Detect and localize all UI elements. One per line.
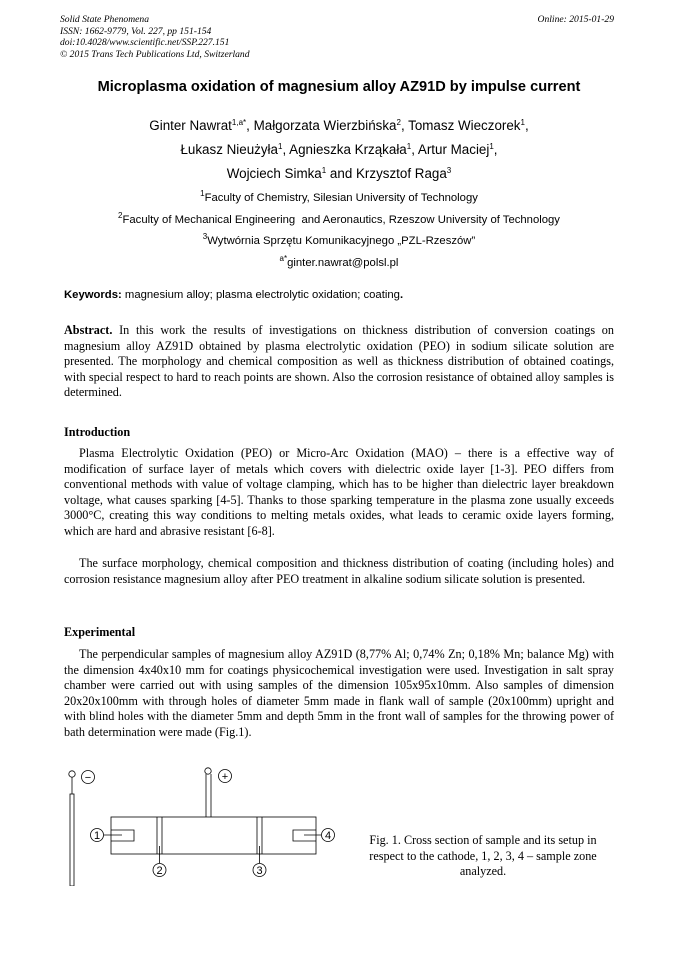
affiliation-sup: a* bbox=[279, 253, 288, 263]
figure-1-caption: Fig. 1. Cross section of sample and its setup in respect to the cathode, 1, 2, 3, 4 – sample zone analyzed. bbox=[369, 833, 597, 879]
zone-2-label: 2 bbox=[156, 865, 163, 877]
author-name: Krzysztof Raga bbox=[356, 166, 447, 181]
affiliation-sup: 2 bbox=[118, 210, 123, 220]
author-sup: 2 bbox=[396, 118, 401, 127]
author-sep: , bbox=[524, 118, 529, 133]
introduction-paragraph-2: The surface morphology, chemical composition and thickness distribution of coating (including holes) and corrosion resistance magnesium alloy after PEO treatment in alkaline sodium silicate solution is presented. bbox=[64, 556, 614, 586]
keywords-text: magnesium alloy; plasma electrolytic oxidation; coating bbox=[121, 289, 400, 301]
author-name: Małgorzata Wierzbińska bbox=[253, 118, 397, 133]
affiliation-text: Faculty of Mechanical Engineering and Aeronautics, Rzeszow University of Technology bbox=[122, 213, 560, 226]
contact-email bbox=[0, 253, 678, 275]
author-sup: 1 bbox=[406, 142, 412, 151]
journal-copyright: © 2015 Trans Tech Publications Ltd, Switzerland bbox=[60, 48, 250, 60]
plus-sign: + bbox=[221, 771, 229, 783]
author-sup: 1 bbox=[520, 118, 525, 127]
zone-3-label: 3 bbox=[256, 865, 263, 877]
affiliation-3 bbox=[0, 231, 678, 253]
author-sup: 1 bbox=[277, 142, 283, 151]
blind-hole-left bbox=[111, 830, 134, 841]
sample-body bbox=[111, 817, 316, 854]
author-name: Agnieszka Krząkała bbox=[289, 142, 407, 157]
author-name: Wojciech Simka bbox=[226, 166, 322, 181]
paper-title: Microplasma oxidation of magnesium alloy AZ91D by impulse current bbox=[97, 79, 581, 95]
affiliation-text: Wytwórnia Sprzętu Komunikacyjnego „PZL-Rzeszów” bbox=[207, 235, 476, 247]
experimental-heading: Experimental bbox=[64, 625, 136, 639]
affiliation-sup: 1 bbox=[200, 189, 205, 198]
introduction-paragraph-1: Plasma Electrolytic Oxidation (PEO) or Micro-Arc Oxidation (MAO) – there is a effective way of modification of surface layer of metals which covers with dielectric oxide layer [1-3]. PEO differs from conventional methods with value of voltage clamping, which has to be higher than dielectric layer breakdown voltage, what causes sparking [4-5]. Thanks to those sparking temperature in the plasma zone usually exceeds 3000°C, creating this way conditions to melting metals oxides, what leads to ceramic oxide layers forming, which are hard and abrasive resistant [6-8]. bbox=[64, 446, 614, 538]
journal-name: Solid State Phenomena bbox=[60, 14, 149, 25]
journal-header bbox=[60, 14, 250, 60]
author-line-3 bbox=[0, 162, 678, 186]
affiliation-text: Faculty of Chemistry, Silesian University of Technology bbox=[204, 192, 478, 204]
abstract-label: Abstract. bbox=[64, 323, 113, 337]
author-sup: 1 bbox=[489, 142, 494, 151]
zone-1-label: 1 bbox=[93, 830, 101, 842]
abstract-text: In this work the results of investigations on thickness distribution of conversion coatings on magnesium alloy AZ91D obtained by plasma electrolytic oxidation (PEO) in sodium silicate solution are presented. The morphology and chemical composition as well as thickness distribution of obtained coatings, with special respect to hard to reach points are shown. Also the corrosion resistance of obtained alloy samples is determined. bbox=[64, 323, 614, 400]
author-sup: 3 bbox=[446, 166, 452, 175]
journal-issn: ISSN: 1662-9779, Vol. 227, pp 151-154 bbox=[60, 25, 212, 37]
experimental-paragraph-1: The perpendicular samples of magnesium alloy AZ91D (8,77% Al; 0,74% Zn; 0,18% Mn; balance Mg) with the dimension 4x40x10 mm for coatings physicochemical investigation were used. Investigation in salt spray chamber were carried out with using samples of the dimension 105x95x10mm. Also samples of dimension 20x20x100mm with through holes of diameter 5mm made in flank wall of sample (20x100mm) upright and with blind holes with the diameter 5mm and depth 5mm in the front wall of samples for the throwing power of bath determination were made (Fig.1). bbox=[64, 647, 614, 739]
author-sep: , bbox=[246, 118, 254, 133]
author-name: Tomasz Wieczorek bbox=[408, 118, 521, 133]
affiliation-sup: 3 bbox=[202, 232, 208, 241]
author-sup: 1,a* bbox=[231, 118, 247, 127]
anode-terminal-icon bbox=[205, 768, 211, 774]
cathode-terminal-icon bbox=[69, 771, 75, 777]
introduction-heading: Introduction bbox=[64, 425, 131, 439]
abstract bbox=[64, 323, 614, 401]
keywords bbox=[64, 289, 403, 301]
blind-hole-right bbox=[293, 830, 316, 841]
journal-doi: doi:10.4028/www.scientific.net/SSP.227.151 bbox=[60, 37, 230, 48]
author-sep: , bbox=[411, 142, 418, 157]
author-sup: 1 bbox=[321, 166, 327, 175]
online-date: Online: 2015-01-29 bbox=[537, 14, 614, 25]
affiliation-list bbox=[0, 188, 678, 274]
author-name: Ginter Nawrat bbox=[149, 118, 232, 133]
affiliation-2 bbox=[0, 210, 678, 232]
email-text: ginter.nawrat@polsl.pl bbox=[287, 256, 399, 269]
author-sep: , bbox=[282, 142, 290, 157]
minus-sign: − bbox=[84, 772, 92, 784]
author-sep: , bbox=[400, 118, 409, 133]
keywords-end: . bbox=[399, 289, 404, 301]
cathode-plate bbox=[70, 794, 74, 886]
author-line-1 bbox=[0, 114, 678, 138]
author-list bbox=[0, 114, 678, 186]
zone-4-label: 4 bbox=[324, 830, 332, 842]
keywords-label: Keywords: bbox=[64, 289, 122, 301]
author-name: Artur Maciej bbox=[417, 142, 490, 157]
figure-1-diagram bbox=[64, 766, 344, 886]
author-sep: , bbox=[493, 142, 498, 157]
affiliation-1 bbox=[0, 188, 678, 210]
author-line-2 bbox=[0, 138, 678, 162]
author-name: Łukasz Nieużyła bbox=[180, 142, 278, 157]
author-sep: and bbox=[326, 166, 356, 181]
